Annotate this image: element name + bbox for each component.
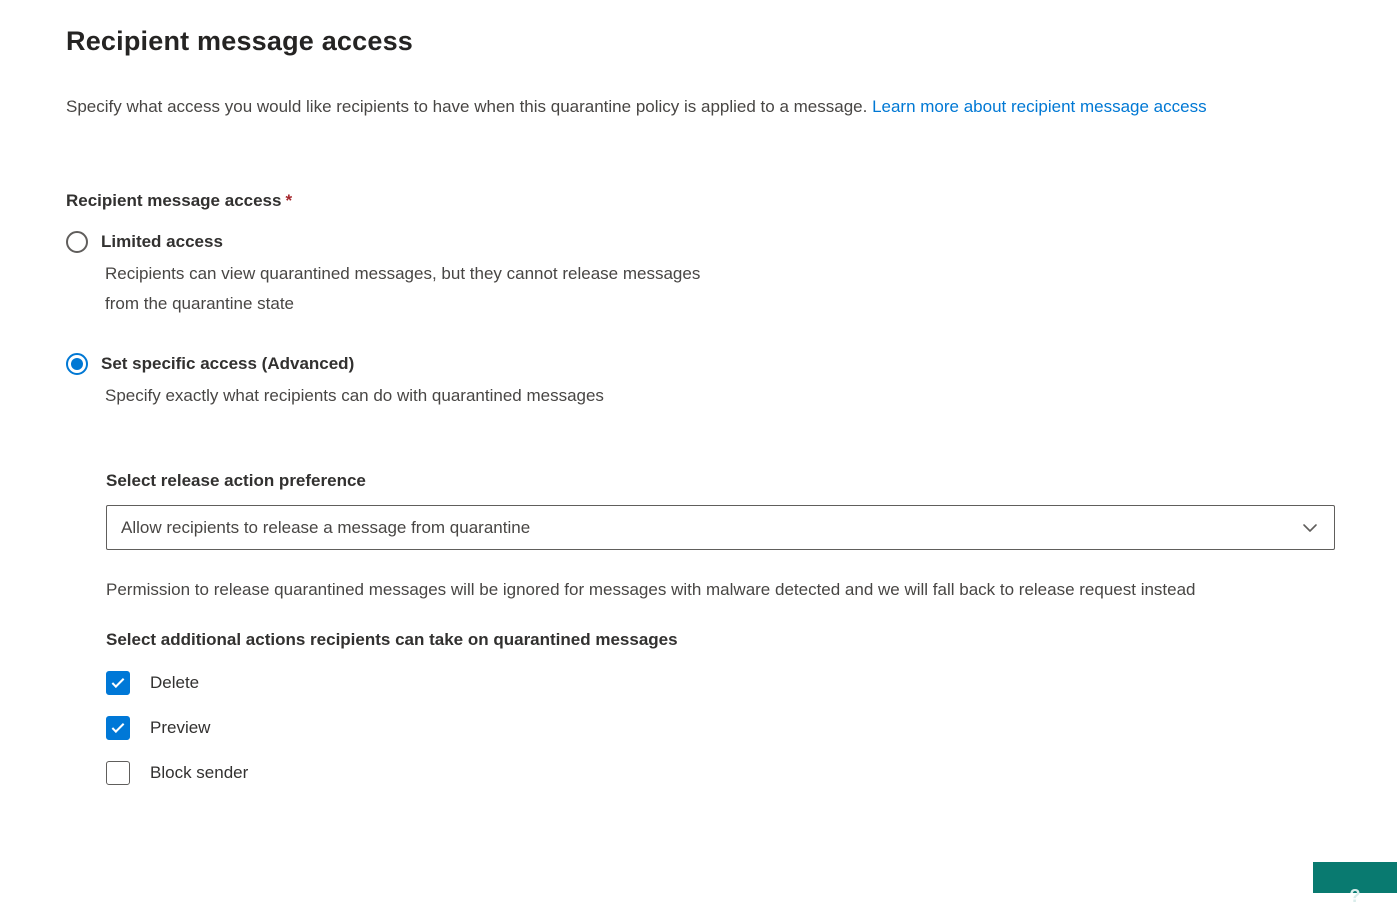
delete-checkbox-label: Delete [150, 673, 200, 692]
learn-more-link[interactable]: Learn more about recipient message access [872, 97, 1207, 116]
check-icon [112, 720, 125, 733]
additional-actions-label: Select additional actions recipients can take on quarantined messages [106, 630, 678, 649]
recipient-access-label-text: Recipient message access [66, 191, 282, 210]
help-button[interactable] [1313, 862, 1397, 906]
set-specific-access-radio-button[interactable] [66, 353, 88, 375]
recipient-access-field-label [66, 191, 1397, 211]
radio-option-limited-access [66, 231, 1397, 319]
checkbox-row-delete[interactable] [106, 671, 1397, 695]
checkbox-row-block-sender[interactable] [106, 761, 1397, 785]
page-description-text: Specify what access you would like recipients to have when this quarantine policy is applied to a message. [66, 97, 873, 116]
preview-checkbox[interactable] [106, 716, 130, 740]
set-specific-access-radio-row[interactable] [66, 353, 1397, 375]
chevron-down-icon[interactable] [1302, 520, 1318, 536]
preview-checkbox-label: Preview [150, 718, 211, 737]
release-preference-label: Select release action preference [106, 471, 366, 490]
radio-option-set-specific-access [66, 353, 1397, 411]
delete-checkbox[interactable] [106, 671, 130, 695]
block-sender-checkbox-label: Block sender [150, 763, 249, 782]
release-preference-selected-value: Allow recipients to release a message from quarantine [121, 517, 531, 537]
page-title: Recipient message access [66, 26, 414, 56]
page-description [66, 93, 1216, 121]
checkbox-row-preview[interactable] [106, 716, 1397, 740]
question-mark-icon: ? [1349, 886, 1361, 906]
release-preference-dropdown[interactable] [106, 505, 1335, 550]
set-specific-access-radio-label: Set specific access (Advanced) [101, 354, 355, 373]
set-specific-access-description: Specify exactly what recipients can do with quarantined messages [105, 386, 604, 405]
additional-actions-checkbox-group [106, 671, 1397, 785]
limited-access-description: Recipients can view quarantined messages, but they cannot release messages from the quarantine state [105, 264, 701, 313]
check-icon [112, 675, 125, 688]
limited-access-radio-row[interactable] [66, 231, 1397, 253]
release-preference-help-text: Permission to release quarantined messages will be ignored for messages with malware detected and we will fall back to release request instead [106, 580, 1196, 599]
recipient-access-radio-group [66, 231, 1397, 411]
block-sender-checkbox[interactable] [106, 761, 130, 785]
required-asterisk: * [285, 191, 293, 210]
limited-access-radio-button[interactable] [66, 231, 88, 253]
radio-dot [71, 358, 83, 370]
limited-access-radio-label: Limited access [101, 232, 223, 251]
advanced-access-section [106, 471, 1397, 785]
